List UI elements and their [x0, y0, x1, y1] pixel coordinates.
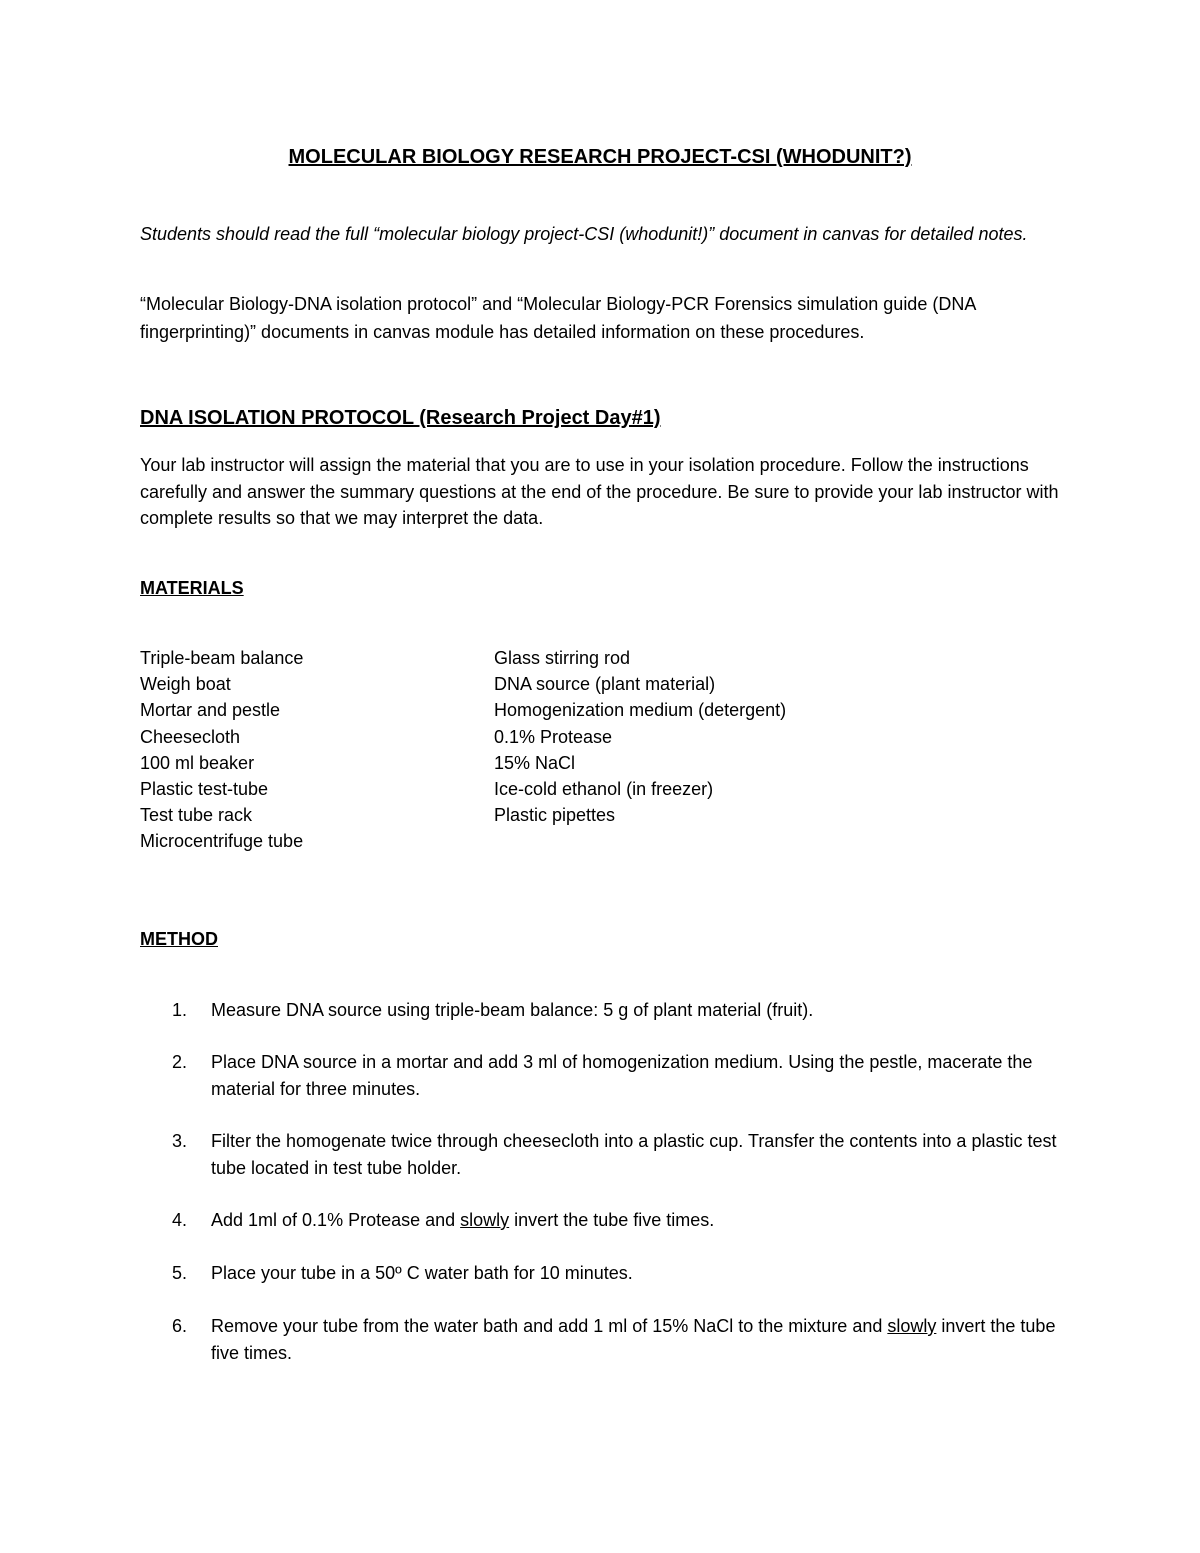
- step-text: Filter the homogenate twice through cheesecloth into a plastic cup. Transfer the contents into a plastic test tube located in test tube holder.: [211, 1131, 1057, 1178]
- emphasis-underline: slowly: [460, 1210, 510, 1230]
- step-text-part: invert the tube five times.: [211, 1316, 1056, 1363]
- list-item: Homogenization medium (detergent): [494, 700, 787, 721]
- list-item: Microcentrifuge tube: [140, 831, 304, 852]
- step-text-part: Add 1ml of 0.1% Protease and: [211, 1210, 461, 1230]
- step-text: [211, 1313, 1071, 1366]
- emphasis-underline: slowly: [887, 1316, 937, 1336]
- step-text-part: invert the tube five times.: [509, 1210, 715, 1230]
- list-item: 0.1% Protease: [494, 726, 613, 747]
- list-item: Ice-cold ethanol (in freezer): [494, 779, 714, 800]
- list-item: Triple-beam balance: [140, 648, 304, 668]
- step-number: 4.: [172, 1210, 188, 1230]
- step-text: Place your tube in a 50º C water bath for 10 minutes.: [211, 1263, 633, 1283]
- step-number: 3.: [172, 1131, 188, 1151]
- step-number: 6.: [172, 1316, 188, 1336]
- method-heading: METHOD: [140, 929, 218, 949]
- list-item: Test tube rack: [140, 805, 253, 826]
- step-text: Place DNA source in a mortar and add 3 ml of homogenization medium. Using the pestle, macerate the material for three minutes.: [211, 1052, 1033, 1099]
- step-text: Measure DNA source using triple-beam balance: 5 g of plant material (fruit).: [211, 1000, 814, 1020]
- list-item: Weigh boat: [140, 674, 231, 695]
- document-title: MOLECULAR BIOLOGY RESEARCH PROJECT-CSI (WHODUNIT?): [288, 146, 912, 168]
- list-item: Plastic pipettes: [494, 805, 616, 826]
- step-number: 5.: [172, 1263, 188, 1283]
- section-paragraph: Your lab instructor will assign the material that you are to use in your isolation procedure. Follow the instructions carefully and answer the summary questions at the end of the procedure. Be sure to provide your lab instructor with complete results so that we may interpret the data.: [140, 455, 1059, 528]
- step-text: [211, 1207, 1071, 1234]
- list-item: DNA source (plant material): [494, 674, 716, 695]
- step-text-part: Remove your tube from the water bath and add 1 ml of 15% NaCl to the mixture and: [211, 1316, 888, 1336]
- materials-list-right: [494, 645, 786, 828]
- list-item: Cheesecloth: [140, 726, 241, 747]
- list-item: 15% NaCl: [494, 752, 576, 773]
- step-number: 2.: [172, 1052, 188, 1072]
- list-item: 100 ml beaker: [140, 752, 255, 773]
- list-item: Glass stirring rod: [494, 648, 631, 668]
- intro-note: Students should read the full “molecular biology project-CSI (whodunit!)” document in canvas for detailed notes.: [140, 224, 1028, 244]
- section-heading: DNA ISOLATION PROTOCOL (Research Project Day#1): [140, 407, 661, 429]
- list-item: Plastic test-tube: [140, 779, 269, 800]
- materials-list-left: [140, 645, 303, 855]
- intro-references: “Molecular Biology-DNA isolation protocol” and “Molecular Biology-PCR Forensics simulation guide (DNA fingerprinting)” documents in canvas module has detailed information on these procedures.: [140, 294, 976, 342]
- materials-heading: MATERIALS: [140, 578, 244, 598]
- list-item: Mortar and pestle: [140, 700, 281, 721]
- step-number: 1.: [172, 1000, 188, 1020]
